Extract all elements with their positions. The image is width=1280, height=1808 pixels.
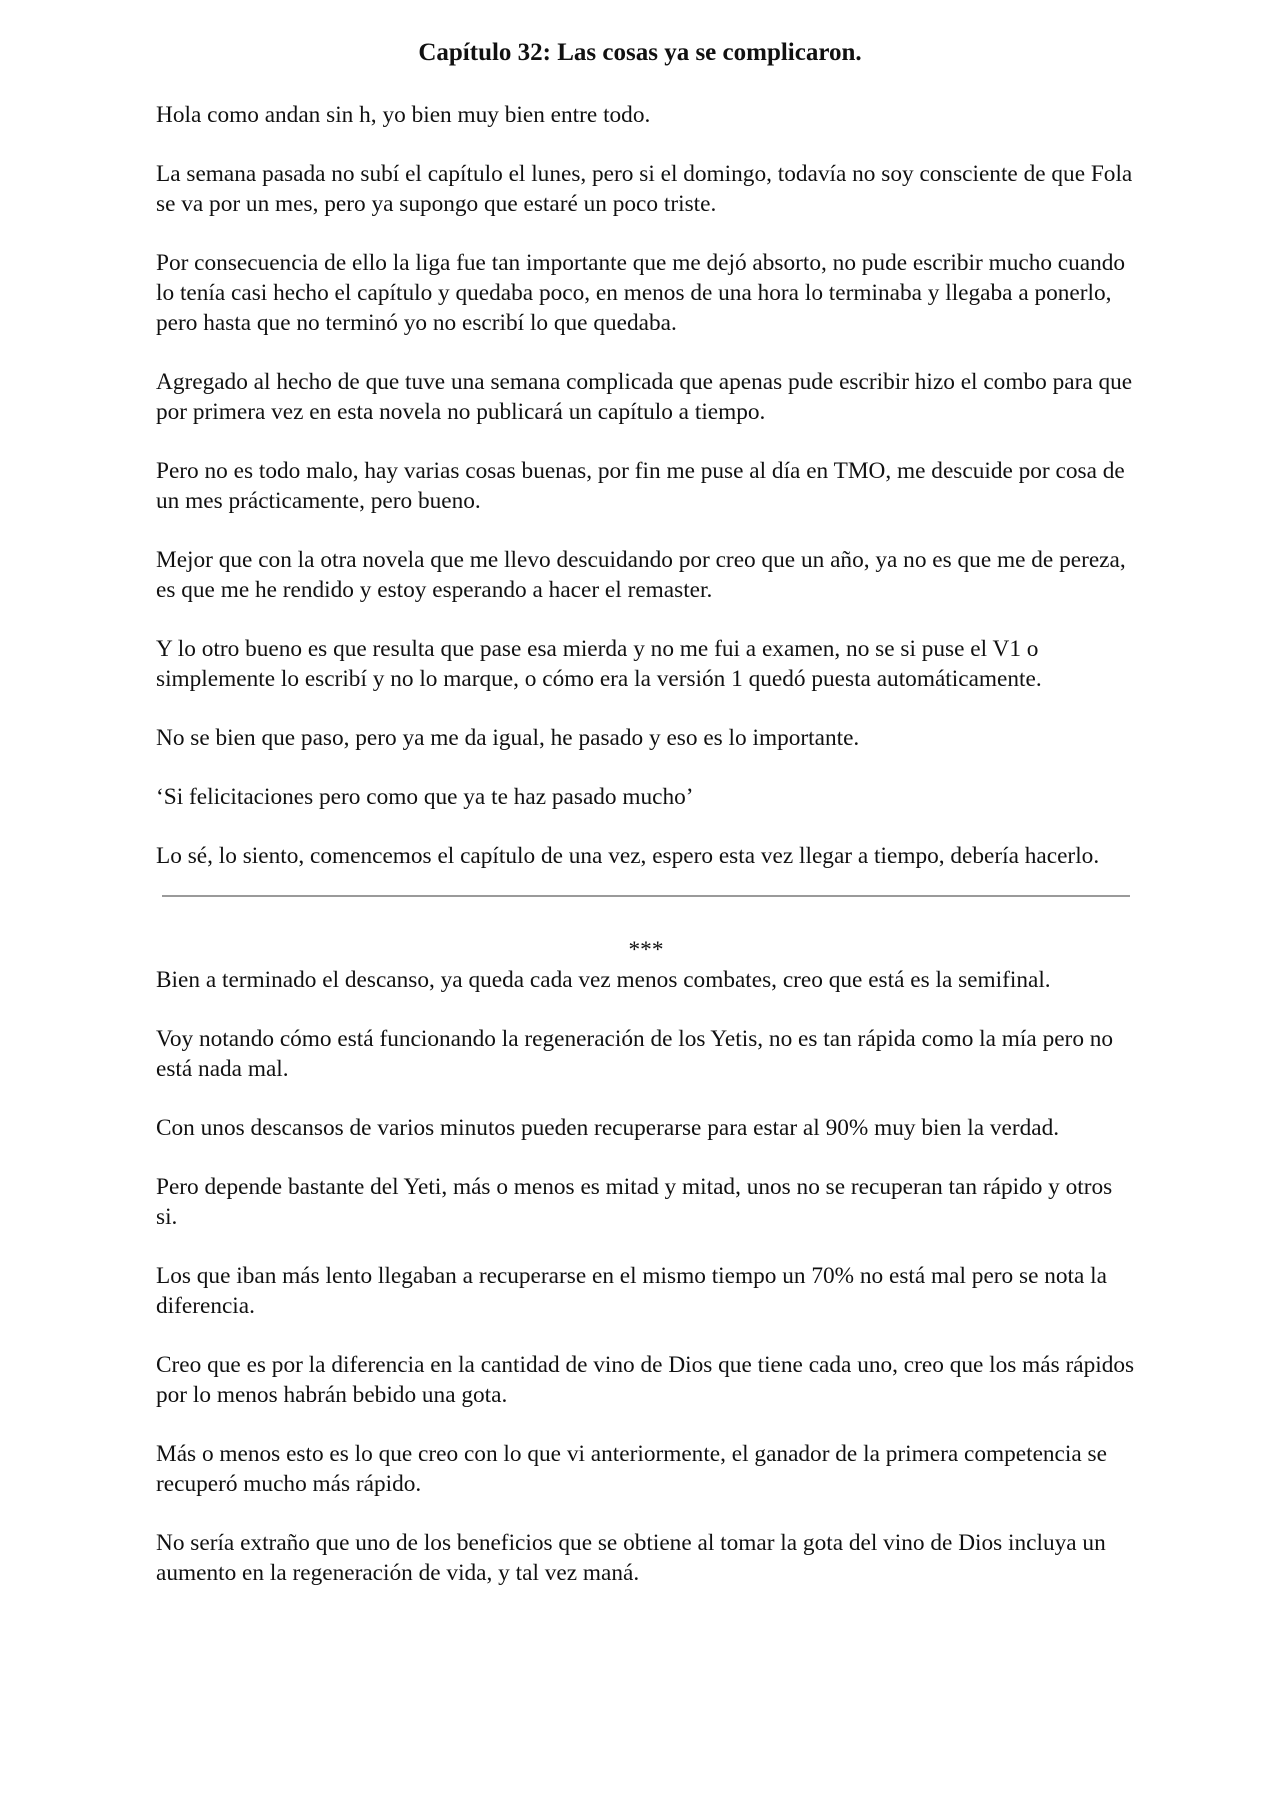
- intro-paragraph: No se bien que paso, pero ya me da igual, he pasado y eso es lo importante.: [156, 725, 860, 751]
- intro-paragraph: Mejor que con la otra novela que me llevo descuidando por creo que un año, ya no es que me de pereza, es que me he rendido y estoy esperando a hacer el remaster.: [156, 547, 1126, 603]
- intro-paragraph: Por consecuencia de ello la liga fue tan importante que me dejó absorto, no pude escribir mucho cuando lo tenía casi hecho el capítulo y quedaba poco, en menos de una hora lo terminaba y llegaba a ponerlo, pero hasta que no terminó yo no escribí lo que quedaba.: [156, 250, 1126, 336]
- story-paragraph: Los que iban más lento llegaban a recuperarse en el mismo tiempo un 70% no está mal pero se nota la diferencia.: [156, 1263, 1107, 1319]
- document-body: [156, 100, 1136, 1617]
- intro-paragraph: Hola como andan sin h, yo bien muy bien entre todo.: [156, 102, 651, 128]
- scene-separator: ***: [628, 937, 664, 963]
- story-paragraph: Más o menos esto es lo que creo con lo que vi anteriormente, el ganador de la primera competencia se recuperó mucho más rápido.: [156, 1441, 1107, 1497]
- intro-paragraph: La semana pasada no subí el capítulo el lunes, pero si el domingo, todavía no soy consciente de que Fola se va por un mes, pero ya supongo que estaré un poco triste.: [156, 161, 1133, 217]
- story-paragraph: No sería extraño que uno de los beneficios que se obtiene al tomar la gota del vino de Dios incluya un aumento en la regeneración de vida, y tal vez maná.: [156, 1530, 1106, 1586]
- intro-paragraph: Pero no es todo malo, hay varias cosas buenas, por fin me puse al día en TMO, me descuide por cosa de un mes prácticamente, pero bueno.: [156, 458, 1125, 514]
- chapter-title: Capítulo 32: Las cosas ya se complicaron.: [418, 39, 862, 66]
- intro-paragraph: Lo sé, lo siento, comencemos el capítulo de una vez, espero esta vez llegar a tiempo, debería hacerlo.: [156, 843, 1100, 869]
- intro-paragraph: Y lo otro bueno es que resulta que pase esa mierda y no me fui a examen, no se si puse el V1 o simplemente lo escribí y no lo marque, o cómo era la versión 1 quedó puesta automáticamente.: [156, 636, 1042, 692]
- section-divider: [162, 895, 1130, 897]
- story-paragraph: Voy notando cómo está funcionando la regeneración de los Yetis, no es tan rápida como la mía pero no está nada mal.: [156, 1026, 1114, 1082]
- intro-paragraph: ‘Si felicitaciones pero como que ya te haz pasado mucho’: [156, 784, 694, 810]
- story-paragraph: Pero depende bastante del Yeti, más o menos es mitad y mitad, unos no se recuperan tan rápido y otros si.: [156, 1174, 1113, 1230]
- intro-paragraph: Agregado al hecho de que tuve una semana complicada que apenas pude escribir hizo el combo para que por primera vez en esta novela no publicará un capítulo a tiempo.: [156, 369, 1133, 425]
- story-paragraph: Creo que es por la diferencia en la cantidad de vino de Dios que tiene cada uno, creo que los más rápidos por lo menos habrán bebido una gota.: [156, 1352, 1135, 1408]
- story-paragraph: Con unos descansos de varios minutos pueden recuperarse para estar al 90% muy bien la verdad.: [156, 1115, 1060, 1141]
- story-paragraph: Bien a terminado el descanso, ya queda cada vez menos combates, creo que está es la semifinal.: [156, 967, 1051, 993]
